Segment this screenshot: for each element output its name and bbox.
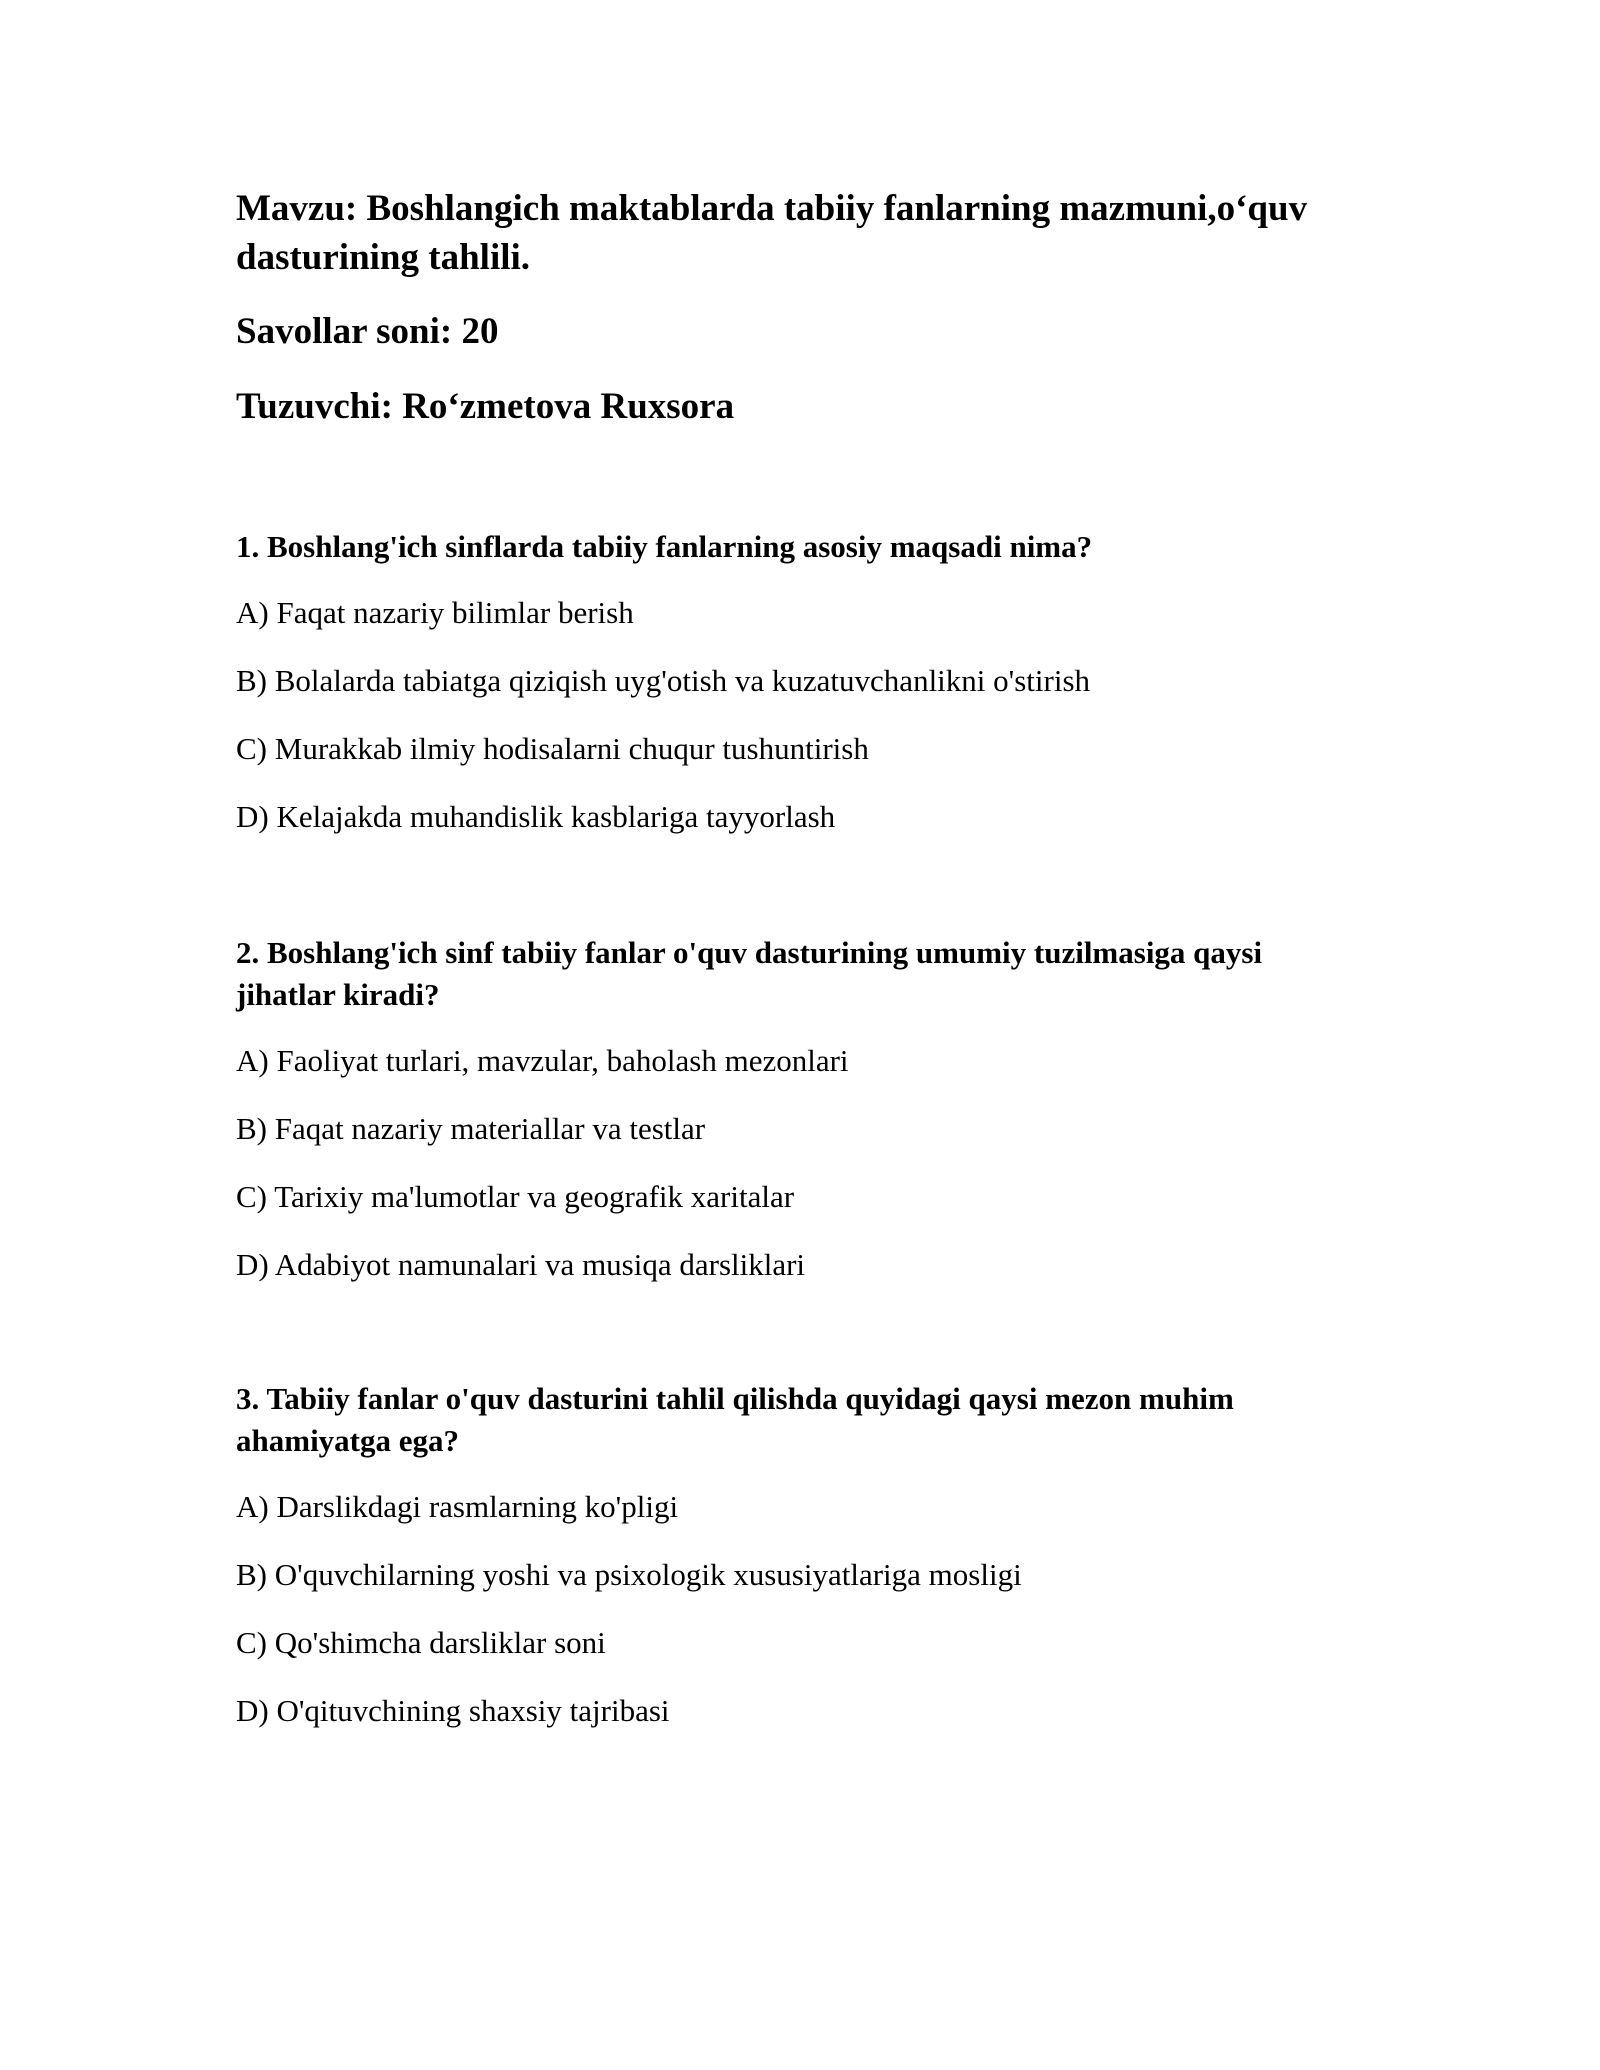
answer-options xyxy=(236,592,1356,838)
question-text: 3. Tabiiy fanlar o'quv dasturini tahlil qilishda quyidagi qaysi mezon muhim ahamiyatga ega? xyxy=(236,1381,1234,1458)
option-c: C) Qo'shimcha darsliklar soni xyxy=(236,1625,606,1660)
option-a: A) Faoliyat turlari, mavzular, baholash mezonlari xyxy=(236,1043,849,1078)
option-a: A) Darslikdagi rasmlarning ko'pligi xyxy=(236,1489,679,1524)
option-b: B) Faqat nazariy materiallar va testlar xyxy=(236,1111,706,1146)
option-d: D) O'qituvchining shaxsiy tajribasi xyxy=(236,1693,670,1728)
question-count: Savollar soni: 20 xyxy=(236,311,499,352)
question-block-1 xyxy=(236,526,1356,864)
option-b: B) Bolalarda tabiatga qiziqish uyg'otish va kuzatuvchanlikni o'stirish xyxy=(236,663,1091,698)
option-d: D) Adabiyot namunalari va musiqa darsliklari xyxy=(236,1247,806,1282)
author-line: Tuzuvchi: Ro‘zmetova Ruxsora xyxy=(236,386,735,427)
answer-options xyxy=(236,1486,1356,1732)
option-c: C) Tarixiy ma'lumotlar va geografik xaritalar xyxy=(236,1179,795,1214)
option-c: C) Murakkab ilmiy hodisalarni chuqur tushuntirish xyxy=(236,731,869,766)
question-block-3 xyxy=(236,1378,1356,1758)
option-b: B) O'quvchilarning yoshi va psixologik xususiyatlariga mosligi xyxy=(236,1557,1022,1592)
option-a: A) Faqat nazariy bilimlar berish xyxy=(236,595,634,630)
question-block-2 xyxy=(236,932,1356,1312)
question-text: 1. Boshlang'ich sinflarda tabiiy fanlarning asosiy maqsadi nima? xyxy=(236,529,1093,564)
answer-options xyxy=(236,1040,1356,1286)
question-text: 2. Boshlang'ich sinf tabiiy fanlar o'quv dasturining umumiy tuzilmasiga qaysi jihatlar kiradi? xyxy=(236,935,1263,1012)
document-header xyxy=(236,184,1356,431)
document-title: Mavzu: Boshlangich maktablarda tabiiy fanlarning mazmuni,o‘quv dasturining tahlili. xyxy=(236,188,1308,278)
option-d: D) Kelajakda muhandislik kasblariga tayyorlash xyxy=(236,799,836,834)
